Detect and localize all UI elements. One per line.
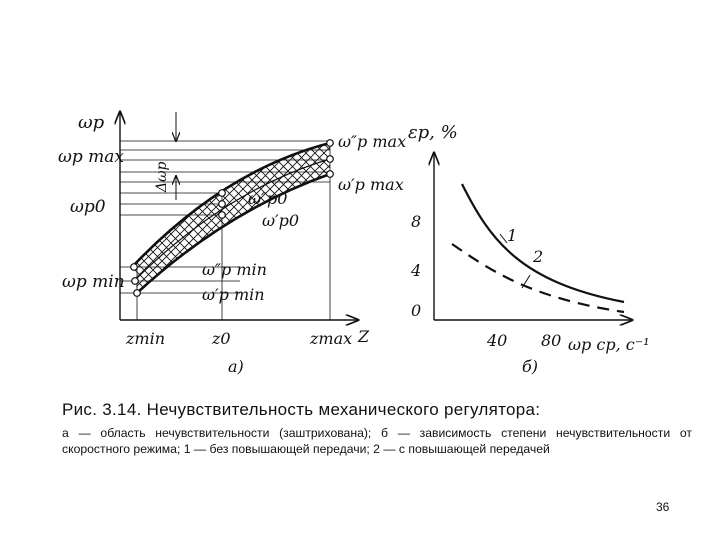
label-upper-min: ω″р min [202,260,267,279]
label-lower-min: ω′р min [202,285,265,304]
panel-label-b: б) [522,357,539,376]
label-upper-max: ω″р max [338,132,407,151]
tick-b-8: 8 [411,212,422,231]
axis-a-x-label: Z [358,327,370,346]
caption-title: Рис. 3.14. Нечувствительность механического регулятора: [62,400,541,419]
tick-b-0: 0 [411,301,422,320]
axis-b-x-label: ωр ср, с⁻¹ [568,335,650,354]
axis-a-y-label: ωр [78,112,105,133]
tick-wp-max: ωр max [58,147,124,167]
tick-wp-min: ωр min [62,272,125,292]
tick-wp0: ωр0 [70,197,106,217]
tick-b-40: 40 [487,331,508,350]
curve-label-2: 2 [533,247,544,266]
tick-b-4: 4 [411,261,422,280]
figure-b [408,122,650,376]
label-lower-max: ω′р max [338,175,404,194]
tick-zmax: zmax [310,329,353,348]
curve-label-1: 1 [507,226,518,245]
tick-zmin: zmin [126,329,166,348]
tick-b-80: 80 [541,331,562,350]
leader-1 [500,234,507,243]
label-upper-0: ω″р0 [248,189,288,208]
label-lower-0: ω′р0 [262,211,300,230]
panel-label-a: а) [228,357,244,376]
tick-z0: z0 [212,329,231,348]
figure-a [58,112,406,376]
axis-b-y-label: εр, % [408,122,458,143]
curve-1 [462,184,624,302]
page-number: 36 [656,500,670,514]
caption-body: а — область нечувствительности (заштрихована); б — зависимость степени нечувствительности от скоростного режима; 1 — без повышающей передачи; 2 — с повышающей передачей [62,426,692,456]
delta-label: Δωр [154,161,170,192]
